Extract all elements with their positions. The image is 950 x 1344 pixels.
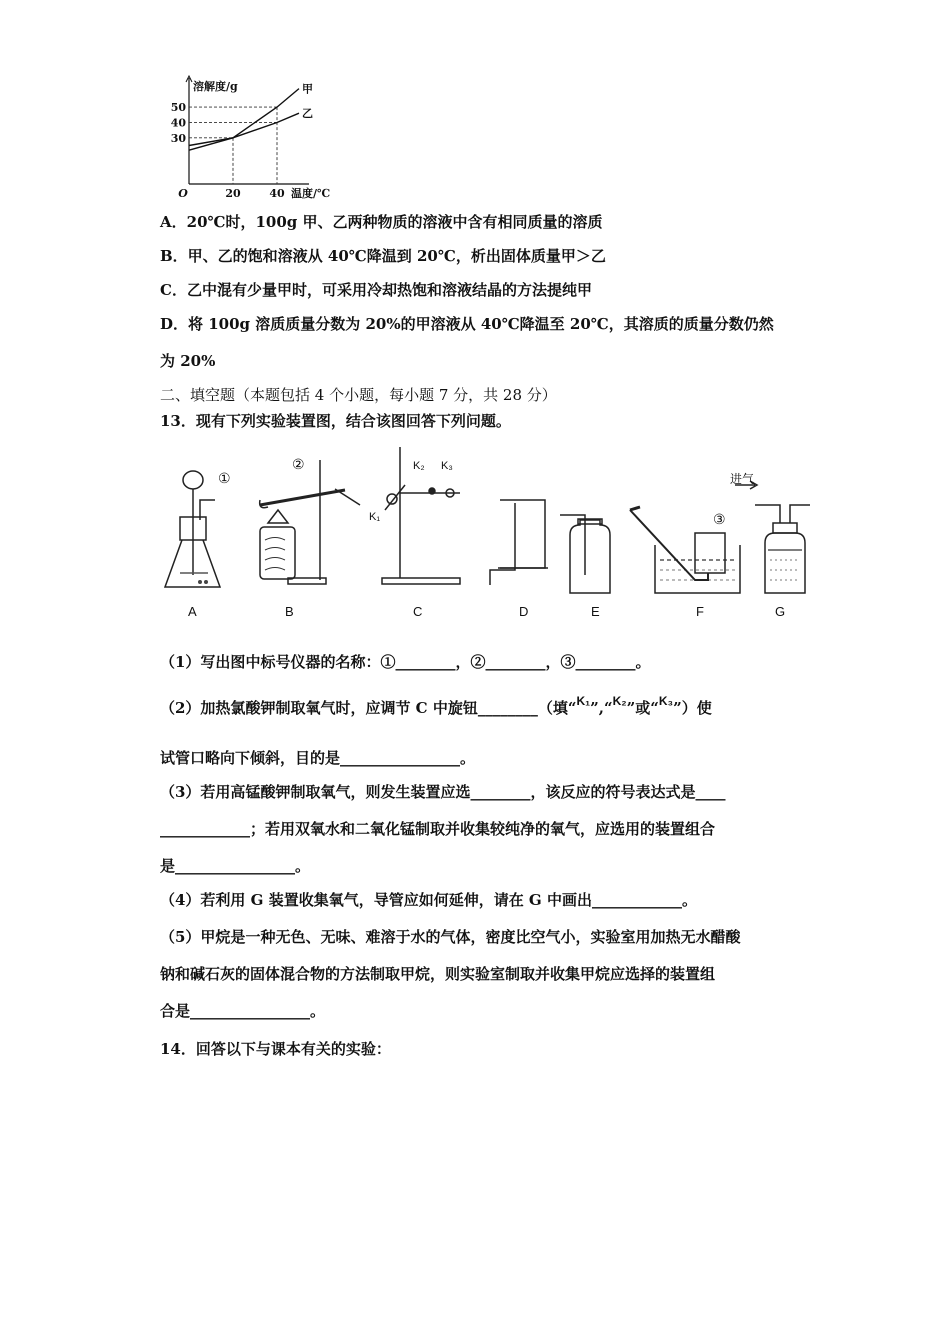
q13-part5-line2: 钠和碱石灰的固体混合物的方法制取甲烷，则实验室制取并收集甲烷应选择的装置组	[160, 965, 716, 983]
label-g: G	[775, 604, 786, 619]
section-heading: 二、填空题（本题包括 4 个小题，每小题 7 分，共 28 分）	[160, 386, 557, 404]
apparatus-g	[735, 481, 810, 593]
k1-label: K₁	[369, 511, 381, 523]
option-c: C．乙中混有少量甲时，可采用冷却热饱和溶液结晶的方法提纯甲	[160, 281, 592, 299]
apparatus-e	[560, 515, 610, 593]
q14-stem: 14．回答以下与课本有关的实验：	[160, 1040, 391, 1058]
series-line-1	[189, 89, 299, 151]
x-axis-label: 温度/℃	[291, 187, 331, 200]
q13-part2-sep1: ”,“	[590, 699, 613, 717]
x-tick-label: 40	[269, 187, 285, 200]
y-tick-label: 40	[170, 116, 186, 130]
q13-part2-b: ”）使	[673, 699, 712, 717]
marker-3: ③	[713, 511, 726, 527]
series-label: 甲	[302, 82, 313, 96]
option-a: A．20℃时，100g 甲、乙两种物质的溶液中含有相同质量的溶质	[160, 213, 603, 231]
marker-1: ①	[218, 470, 231, 486]
y-axis-label: 溶解度/g	[193, 80, 238, 93]
q13-part4: （4）若利用 G 装置收集氧气，导管应如何延伸，请在 G 中画出____________。	[160, 891, 697, 909]
y-tick-label: 30	[170, 131, 186, 145]
solubility-chart	[165, 72, 331, 200]
k2-label: K₂	[413, 460, 425, 472]
label-c: C	[413, 604, 423, 619]
q13-part5-line3: 合是________________。	[160, 1002, 326, 1020]
label-d: D	[519, 604, 529, 619]
label-f: F	[696, 604, 704, 619]
option-d-line1: D．将 100g 溶质质量分数为 20%的甲溶液从 40℃降温至 20℃，其溶质的质量分数仍然	[160, 315, 774, 333]
k3-label: K₃	[441, 460, 453, 472]
option-b: B．甲、乙的饱和溶液从 40℃降温到 20℃，析出固体质量甲＞乙	[160, 247, 606, 265]
k1-option: K₁	[576, 694, 591, 708]
q13-part1: （1）写出图中标号仪器的名称：①________，②________，③________。	[160, 653, 651, 671]
q13-part2-sep2: ”或“	[626, 699, 659, 717]
y-tick-label: 50	[170, 101, 186, 115]
series-label: 乙	[302, 107, 313, 121]
apparatus-b	[260, 460, 360, 584]
x-tick-label: 20	[225, 187, 241, 200]
apparatus-a	[165, 471, 220, 587]
label-e: E	[591, 604, 600, 619]
q13-stem: 13．现有下列实验装置图，结合该图回答下列问题。	[160, 412, 511, 430]
label-b: B	[285, 604, 294, 619]
q13-part2-line2: 试管口略向下倾斜，目的是________________。	[160, 749, 476, 767]
q13-part3-line1: （3）若用高锰酸钾制取氧气，则发生装置应选________，该反应的符号表达式是____	[160, 783, 726, 801]
apparatus-d	[490, 500, 548, 585]
option-d-line2: 为 20%	[160, 352, 216, 370]
origin-label: O	[178, 187, 188, 200]
marker-2: ②	[292, 456, 305, 472]
q13-part3-line2: ____________；若用双氧水和二氧化锰制取并收集较纯净的氧气，应选用的装置组合	[160, 820, 716, 838]
q13-part2	[160, 694, 712, 719]
q13-part2-a: （2）加热氯酸钾制取氧气时，应调节 C 中旋钮________（填“	[160, 699, 577, 717]
q13-part3-line3: 是________________。	[160, 857, 311, 875]
q13-part5-line1: （5）甲烷是一种无色、无味、难溶于水的气体，密度比空气小，实验室用加热无水醋酸	[160, 928, 741, 946]
k2-option: K₂	[612, 694, 627, 708]
label-a: A	[188, 604, 197, 619]
k3-option: K₃	[658, 694, 674, 708]
inlet-label: 进气	[730, 472, 755, 486]
